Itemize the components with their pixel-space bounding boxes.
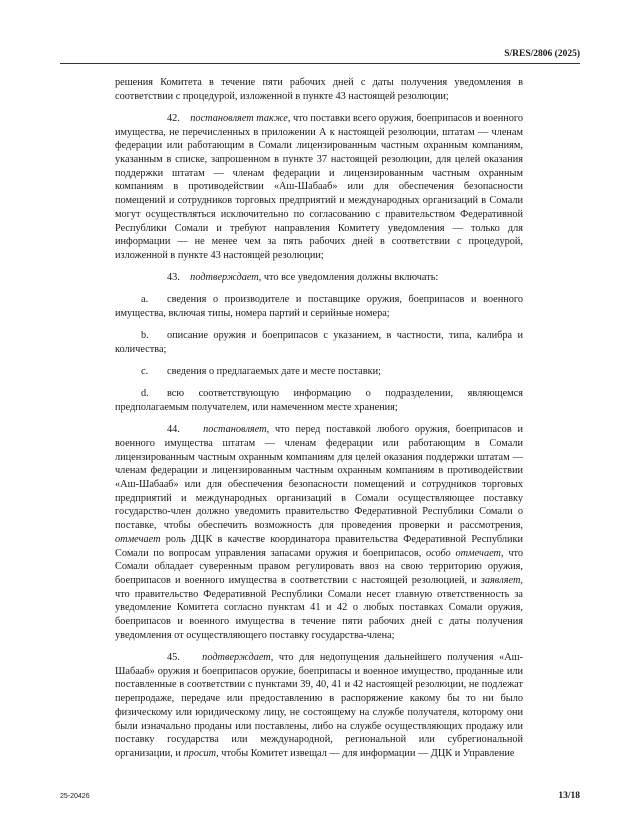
subparagraph-43a	[115, 293, 523, 320]
operative-verb: отмечает	[115, 533, 161, 545]
paragraph-text: сведения о производителе и поставщике оружия, боеприпасов и военного имущества, включая типы, номера партий и серийные номера;	[115, 294, 523, 320]
paragraph-continuation	[115, 76, 523, 103]
header-rule	[60, 63, 580, 64]
operative-verb: заявляет	[480, 575, 521, 586]
paragraph-text: решения Комитета в течение пяти рабочих дней с даты получения уведомления в соответствии с процедурой, изложенной в пункте 43 настоящей резолюции;	[115, 77, 523, 102]
operative-verb: особо отмечает	[426, 547, 501, 559]
paragraph-number: 42.	[167, 112, 180, 124]
paragraph-43	[115, 271, 523, 285]
paragraph-number: 43.	[167, 272, 180, 284]
page-number: 13/18	[558, 791, 580, 801]
subparagraph-letter: d.	[141, 388, 149, 400]
paragraph-number: 44.	[167, 424, 180, 436]
subparagraph-43b	[115, 329, 523, 356]
operative-verb: просит	[183, 747, 217, 759]
subparagraph-43c	[115, 365, 523, 379]
paragraph-number: 45.	[167, 652, 180, 664]
subparagraph-letter: b.	[141, 330, 149, 342]
resolution-body	[115, 76, 523, 769]
document-symbol: S/RES/2806 (2025)	[504, 49, 580, 59]
operative-verb: подтверждает	[202, 652, 271, 664]
document-code: 25-20426	[60, 793, 90, 800]
paragraph-45	[115, 651, 523, 761]
subparagraph-letter: c.	[141, 366, 149, 378]
subparagraph-43d	[115, 387, 523, 414]
operative-verb: постановляет	[203, 424, 267, 436]
paragraph-text: , что поставки всего оружия, боеприпасов и военного имущества, не перечисленных в приложении А к настоящей резолюции, штатам — членам федерации или работающим в Сомали лицензированным частным охранным компаниям, указанным в списке, запрошенном в пункте 37 настоящей резолюции, для целей оказания поддержки штатам — членам федерации и лицензированным частным охранным компаниям в противодействии «Аш-Шабааб» или для обеспечения безопасности помещений и сотрудников торговых предприятий и международных организаций в Сомали могут осуществляться исключительно по согласованию с правительством Федеративной Республики Сомали и требуют направления Комитету уведомления — только для информации — не менее чем за пять рабочих дней в соответствии с процедурой, изложенной в пункте 43 настоящей резолюции;	[115, 112, 523, 261]
paragraph-text: , что все уведомления должны включать:	[258, 272, 439, 284]
paragraph-text: , что для недопущения дальнейшего получения «Аш-Шабааб» оружия и боеприпасов оружие, боеприпасы и военное имущество, проданные или поставленные в соответствии с пунктами 39, 40, 41 и 42 настоящей резолюции, не подлежат перепродаже, передаче или предоставлению в распоряжение какому бы то ни было физическому или юридическому лицу, не состоящему на службе получателя, которому они были изначально проданы или поставлены, либо на службе осуществляющих продажу или поставку государства или международной, региональной или субрегиональной организации, и	[115, 652, 523, 759]
operative-verb: подтверждает	[190, 272, 259, 284]
operative-verb: постановляет также	[190, 112, 288, 124]
subparagraph-letter: a.	[141, 294, 149, 306]
paragraph-text: роль ДЦК в качестве координатора правительства Федеративной Республики Сомали по вопросам управления запасами оружия и боеприпасов,	[115, 533, 523, 559]
paragraph-42	[115, 112, 523, 263]
paragraph-text: , чтобы Комитет извещал — для информации — ДЦК и Управление	[216, 747, 515, 759]
paragraph-text: описание оружия и боеприпасов с указанием, в частности, типа, калибра и количества;	[115, 330, 523, 355]
paragraph-text: сведения о предлагаемых дате и месте поставки;	[167, 366, 381, 378]
paragraph-text: всю соответствующую информацию о подразделении, являющемся предполагаемым получателем, или намеченном месте хранения;	[115, 388, 523, 414]
paragraph-text: , что Сомали обладает суверенным правом регулировать ввоз на свою территорию оружия, боеприпасов и военного имущества в соответствии с настоящей резолюцией, и	[115, 547, 524, 586]
paragraph-text: , что перед поставкой любого оружия, боеприпасов и военного имущества штатам — членам федерации или работающим в Сомали лицензированным частным охранным компаниям для целей оказания поддержки штатам — членам федерации и лицензированным частным охранным компаниям в противодействии «Аш-Шабааб» или для обеспечения безопасности помещений и сотрудников торговых предприятий и международных организаций в Сомали осуществляющее поставку государство-член должно уведомить правительство Федеративной Республики Сомали о поставке, чтобы обеспечить возможность для проведения проверки и рассмотрения,	[115, 424, 524, 532]
paragraph-44	[115, 423, 523, 642]
paragraph-text: , что правительство Федеративной Республики Сомали несет главную ответственность за уведомление Комитета согласно пунктам 41 и 42 о любых поставках Сомали оружия, боеприпасов и военного имущества в течение пяти рабочих дней с даты получения уведомления от осуществляющего поставку государства-члена;	[115, 575, 523, 641]
